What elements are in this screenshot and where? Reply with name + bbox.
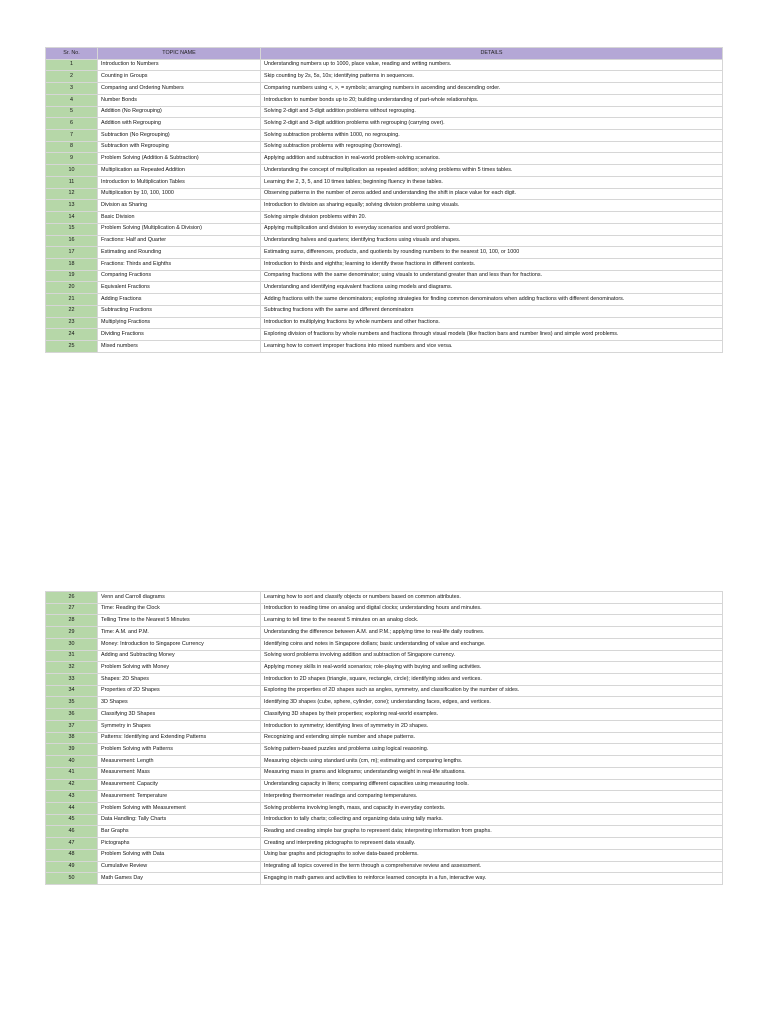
table-row — [46, 165, 723, 177]
details-cell: Adding fractions with the same denominators; exploring strategies for finding common denominators when adding fractions with different denominators. — [261, 294, 723, 306]
details-cell: Solving 2-digit and 3-digit addition problems with regrouping (carrying over). — [261, 118, 723, 130]
topic-name-cell: Comparing Fractions — [98, 270, 261, 282]
details-cell: Understanding and identifying equivalent fractions using models and diagrams. — [261, 282, 723, 294]
sr-no-cell: 41 — [46, 767, 98, 779]
sr-no-cell: 21 — [46, 294, 98, 306]
table-row — [46, 188, 723, 200]
sr-no-cell: 50 — [46, 873, 98, 885]
sr-no-cell: 16 — [46, 235, 98, 247]
topic-name-cell: Patterns: Identifying and Extending Patterns — [98, 732, 261, 744]
sr-no-cell: 35 — [46, 697, 98, 709]
sr-no-cell: 23 — [46, 317, 98, 329]
topic-name-cell: Shapes: 2D Shapes — [98, 674, 261, 686]
sr-no-cell: 10 — [46, 165, 98, 177]
details-cell: Understanding halves and quarters; identifying fractions using visuals and shapes. — [261, 235, 723, 247]
details-cell: Applying money skills in real-world scenarios; role-playing with buying and selling activities. — [261, 662, 723, 674]
sr-no-cell: 45 — [46, 814, 98, 826]
sr-no-cell: 20 — [46, 282, 98, 294]
topic-name-cell: Introduction to Numbers — [98, 59, 261, 71]
table-row — [46, 270, 723, 282]
topic-name-cell: Addition with Regrouping — [98, 118, 261, 130]
sr-no-cell: 18 — [46, 258, 98, 270]
details-header: DETAILS — [261, 48, 723, 60]
details-cell: Solving word problems involving addition and subtraction of Singapore currency. — [261, 650, 723, 662]
details-cell: Solving pattern-based puzzles and problems using logical reasoning. — [261, 744, 723, 756]
details-cell: Applying multiplication and division to everyday scenarios and word problems. — [261, 223, 723, 235]
details-cell: Measuring objects using standard units (cm, m); estimating and comparing lengths. — [261, 756, 723, 768]
table-row — [46, 340, 723, 352]
topic-name-cell: Multiplying Fractions — [98, 317, 261, 329]
sr-no-cell: 26 — [46, 592, 98, 604]
topic-name-cell: Adding and Subtracting Money — [98, 650, 261, 662]
details-cell: Identifying 3D shapes (cube, sphere, cylinder, cone); understanding faces, edges, and vertices. — [261, 697, 723, 709]
topic-name-cell: Measurement: Temperature — [98, 791, 261, 803]
topics-table-1 — [45, 47, 723, 353]
details-cell: Solving subtraction problems with regrouping (borrowing). — [261, 141, 723, 153]
table-row — [46, 674, 723, 686]
topic-name-cell: Time: A.M. and P.M. — [98, 627, 261, 639]
details-cell: Introduction to number bonds up to 20; building understanding of part-whole relationships. — [261, 94, 723, 106]
table-row — [46, 83, 723, 95]
topic-name-cell: Time: Reading the Clock — [98, 603, 261, 615]
table-row — [46, 247, 723, 259]
sr-no-cell: 25 — [46, 340, 98, 352]
table-row — [46, 685, 723, 697]
sr-no-cell: 33 — [46, 674, 98, 686]
table-row — [46, 71, 723, 83]
sr-no-cell: 5 — [46, 106, 98, 118]
table-row — [46, 258, 723, 270]
details-cell: Skip counting by 2s, 5s, 10s; identifying patterns in sequences. — [261, 71, 723, 83]
topic-name-cell: Money: Introduction to Singapore Currency — [98, 638, 261, 650]
details-cell: Introduction to symmetry; identifying lines of symmetry in 2D shapes. — [261, 720, 723, 732]
sr-no-cell: 40 — [46, 756, 98, 768]
sr-no-cell: 34 — [46, 685, 98, 697]
topic-name-cell: Counting in Groups — [98, 71, 261, 83]
sr-no-cell: 9 — [46, 153, 98, 165]
table-row — [46, 767, 723, 779]
table-row — [46, 176, 723, 188]
topic-name-cell: Multiplication by 10, 100, 1000 — [98, 188, 261, 200]
table-row — [46, 720, 723, 732]
details-cell: Introduction to reading time on analog and digital clocks; understanding hours and minutes. — [261, 603, 723, 615]
sr-no-cell: 3 — [46, 83, 98, 95]
table-row — [46, 709, 723, 721]
details-cell: Comparing fractions with the same denominator; using visuals to understand greater than and less than for fractions. — [261, 270, 723, 282]
table-row — [46, 59, 723, 71]
table-row — [46, 94, 723, 106]
sr-no-cell: 43 — [46, 791, 98, 803]
table-row — [46, 756, 723, 768]
details-cell: Understanding the concept of multiplication as repeated addition; solving problems within 5 times tables. — [261, 165, 723, 177]
sr-no-cell: 8 — [46, 141, 98, 153]
topic-name-cell: Measurement: Length — [98, 756, 261, 768]
sr-no-cell: 12 — [46, 188, 98, 200]
sr-no-cell: 2 — [46, 71, 98, 83]
sr-no-cell: 37 — [46, 720, 98, 732]
sr-no-cell: 22 — [46, 305, 98, 317]
details-cell: Interpreting thermometer readings and comparing temperatures. — [261, 791, 723, 803]
topic-name-cell: Problem Solving (Multiplication & Division) — [98, 223, 261, 235]
details-cell: Integrating all topics covered in the term through a comprehensive review and assessment. — [261, 861, 723, 873]
table-row — [46, 317, 723, 329]
topic-name-cell: Venn and Carroll diagrams — [98, 592, 261, 604]
sr-no-cell: 14 — [46, 212, 98, 224]
topic-name-cell: Problem Solving with Measurement — [98, 802, 261, 814]
topic-name-cell: 3D Shapes — [98, 697, 261, 709]
details-cell: Introduction to division as sharing equally; solving division problems using visuals. — [261, 200, 723, 212]
details-cell: Engaging in math games and activities to reinforce learned concepts in a fun, interactive way. — [261, 873, 723, 885]
details-cell: Comparing numbers using <, >, = symbols; arranging numbers in ascending and descending order. — [261, 83, 723, 95]
sr-no-cell: 17 — [46, 247, 98, 259]
details-cell: Learning the 2, 3, 5, and 10 times tables; beginning fluency in these tables. — [261, 176, 723, 188]
topic-name-cell: Properties of 2D Shapes — [98, 685, 261, 697]
topic-name-cell: Addition (No Regrouping) — [98, 106, 261, 118]
topic-name-cell: Pictographs — [98, 838, 261, 850]
details-cell: Estimating sums, differences, products, and quotients by rounding numbers to the nearest 10, 100, or 1000 — [261, 247, 723, 259]
table-row — [46, 627, 723, 639]
sr-no-cell: 31 — [46, 650, 98, 662]
table-row — [46, 638, 723, 650]
table-row — [46, 826, 723, 838]
topic-name-cell: Estimating and Rounding — [98, 247, 261, 259]
topic-name-cell: Problem Solving with Patterns — [98, 744, 261, 756]
details-cell: Applying addition and subtraction in real-world problem-solving scenarios. — [261, 153, 723, 165]
sr-no-cell: 6 — [46, 118, 98, 130]
table-row — [46, 615, 723, 627]
details-cell: Using bar graphs and pictographs to solve data-based problems. — [261, 849, 723, 861]
table-row — [46, 130, 723, 142]
details-cell: Introduction to tally charts; collecting and organizing data using tally marks. — [261, 814, 723, 826]
sr-no-header: Sr. No. — [46, 48, 98, 60]
topic-name-cell: Basic Division — [98, 212, 261, 224]
topic-name-cell: Telling Time to the Nearest 5 Minutes — [98, 615, 261, 627]
sr-no-cell: 15 — [46, 223, 98, 235]
table-row — [46, 650, 723, 662]
details-cell: Identifying coins and notes in Singapore dollars; basic understanding of value and exchange. — [261, 638, 723, 650]
table-row — [46, 861, 723, 873]
sr-no-cell: 38 — [46, 732, 98, 744]
table-row — [46, 662, 723, 674]
details-cell: Reading and creating simple bar graphs to represent data; interpreting information from graphs. — [261, 826, 723, 838]
topic-name-cell: Fractions: Thirds and Eighths — [98, 258, 261, 270]
topic-name-cell: Number Bonds — [98, 94, 261, 106]
details-cell: Observing patterns in the number of zeros added and understanding the shift in place value for each digit. — [261, 188, 723, 200]
sr-no-cell: 39 — [46, 744, 98, 756]
table-row — [46, 849, 723, 861]
topic-name-cell: Comparing and Ordering Numbers — [98, 83, 261, 95]
table-row — [46, 118, 723, 130]
sr-no-cell: 32 — [46, 662, 98, 674]
topic-name-cell: Bar Graphs — [98, 826, 261, 838]
topic-name-cell: Data Handling: Tally Charts — [98, 814, 261, 826]
table-row — [46, 802, 723, 814]
table-row — [46, 814, 723, 826]
table-row — [46, 106, 723, 118]
topic-name-cell: Division as Sharing — [98, 200, 261, 212]
topic-name-cell: Problem Solving (Addition & Subtraction) — [98, 153, 261, 165]
details-cell: Exploring the properties of 2D shapes such as angles, symmetry, and classification by the number of sides. — [261, 685, 723, 697]
details-cell: Understanding the difference between A.M. and P.M.; applying time to real-life daily routines. — [261, 627, 723, 639]
topic-name-cell: Math Games Day — [98, 873, 261, 885]
details-cell: Subtracting fractions with the same and different denominators — [261, 305, 723, 317]
sr-no-cell: 19 — [46, 270, 98, 282]
topic-name-cell: Equivalent Fractions — [98, 282, 261, 294]
topic-name-cell: Problem Solving with Money — [98, 662, 261, 674]
topic-name-cell: Dividing Fractions — [98, 329, 261, 341]
details-cell: Introduction to 2D shapes (triangle, square, rectangle, circle); identifying sides and vertices. — [261, 674, 723, 686]
sr-no-cell: 28 — [46, 615, 98, 627]
table-row — [46, 282, 723, 294]
details-cell: Recognizing and extending simple number and shape patterns. — [261, 732, 723, 744]
sr-no-cell: 29 — [46, 627, 98, 639]
topic-name-cell: Symmetry in Shapes — [98, 720, 261, 732]
table-row — [46, 212, 723, 224]
sr-no-cell: 13 — [46, 200, 98, 212]
topic-name-cell: Problem Solving with Data — [98, 849, 261, 861]
details-cell: Exploring division of fractions by whole numbers and fractions through visual models (like fraction bars and number lines) and simple word problems. — [261, 329, 723, 341]
sr-no-cell: 1 — [46, 59, 98, 71]
table-row — [46, 592, 723, 604]
topics-table-2 — [45, 591, 723, 885]
details-cell: Understanding capacity in liters; comparing different capacities using measuring tools. — [261, 779, 723, 791]
table-row — [46, 873, 723, 885]
details-cell: Solving subtraction problems within 1000, no regrouping. — [261, 130, 723, 142]
sr-no-cell: 30 — [46, 638, 98, 650]
table-row — [46, 732, 723, 744]
topic-name-cell: Subtracting Fractions — [98, 305, 261, 317]
sr-no-cell: 4 — [46, 94, 98, 106]
topic-name-cell: Measurement: Capacity — [98, 779, 261, 791]
table-row — [46, 305, 723, 317]
topic-name-cell: Measurement: Mass — [98, 767, 261, 779]
details-cell: Solving problems involving length, mass, and capacity in everyday contexts. — [261, 802, 723, 814]
table-row — [46, 294, 723, 306]
sr-no-cell: 47 — [46, 838, 98, 850]
topic-name-cell: Mixed numbers — [98, 340, 261, 352]
table-row — [46, 153, 723, 165]
table-row — [46, 779, 723, 791]
details-cell: Solving 2-digit and 3-digit addition problems without regrouping. — [261, 106, 723, 118]
topic-name-cell: Subtraction with Regrouping — [98, 141, 261, 153]
details-cell: Classifying 3D shapes by their properties; exploring real-world examples. — [261, 709, 723, 721]
topic-name-cell: Subtraction (No Regrouping) — [98, 130, 261, 142]
sr-no-cell: 44 — [46, 802, 98, 814]
details-cell: Learning to tell time to the nearest 5 minutes on an analog clock. — [261, 615, 723, 627]
sr-no-cell: 11 — [46, 176, 98, 188]
table-row — [46, 791, 723, 803]
sr-no-cell: 7 — [46, 130, 98, 142]
sr-no-cell: 42 — [46, 779, 98, 791]
details-cell: Introduction to multiplying fractions by whole numbers and other fractions. — [261, 317, 723, 329]
sr-no-cell: 27 — [46, 603, 98, 615]
table-row — [46, 223, 723, 235]
topic-name-cell: Classifying 3D Shapes — [98, 709, 261, 721]
details-cell: Creating and interpreting pictographs to represent data visually. — [261, 838, 723, 850]
table-row — [46, 235, 723, 247]
topic-name-cell: Introduction to Multiplication Tables — [98, 176, 261, 188]
details-cell: Learning how to sort and classify objects or numbers based on common attributes. — [261, 592, 723, 604]
sr-no-cell: 24 — [46, 329, 98, 341]
sr-no-cell: 48 — [46, 849, 98, 861]
details-cell: Solving simple division problems within 20. — [261, 212, 723, 224]
topic-name-cell: Fractions: Half and Quarter — [98, 235, 261, 247]
table-row — [46, 744, 723, 756]
table-row — [46, 603, 723, 615]
details-cell: Learning how to convert improper fractions into mixed numbers and vice versa. — [261, 340, 723, 352]
topic-name-header: TOPIC NAME — [98, 48, 261, 60]
header-row — [46, 48, 723, 60]
table-row — [46, 838, 723, 850]
table-row — [46, 697, 723, 709]
details-cell: Introduction to thirds and eighths; learning to identify these fractions in different contexts. — [261, 258, 723, 270]
topic-name-cell: Adding Fractions — [98, 294, 261, 306]
details-cell: Measuring mass in grams and kilograms; understanding weight in real-life situations. — [261, 767, 723, 779]
table-row — [46, 200, 723, 212]
topic-name-cell: Multiplication as Repeated Addition — [98, 165, 261, 177]
sr-no-cell: 49 — [46, 861, 98, 873]
topic-name-cell: Cumulative Review — [98, 861, 261, 873]
sr-no-cell: 36 — [46, 709, 98, 721]
details-cell: Understanding numbers up to 1000, place value, reading and writing numbers. — [261, 59, 723, 71]
sr-no-cell: 46 — [46, 826, 98, 838]
table-row — [46, 141, 723, 153]
table-row — [46, 329, 723, 341]
